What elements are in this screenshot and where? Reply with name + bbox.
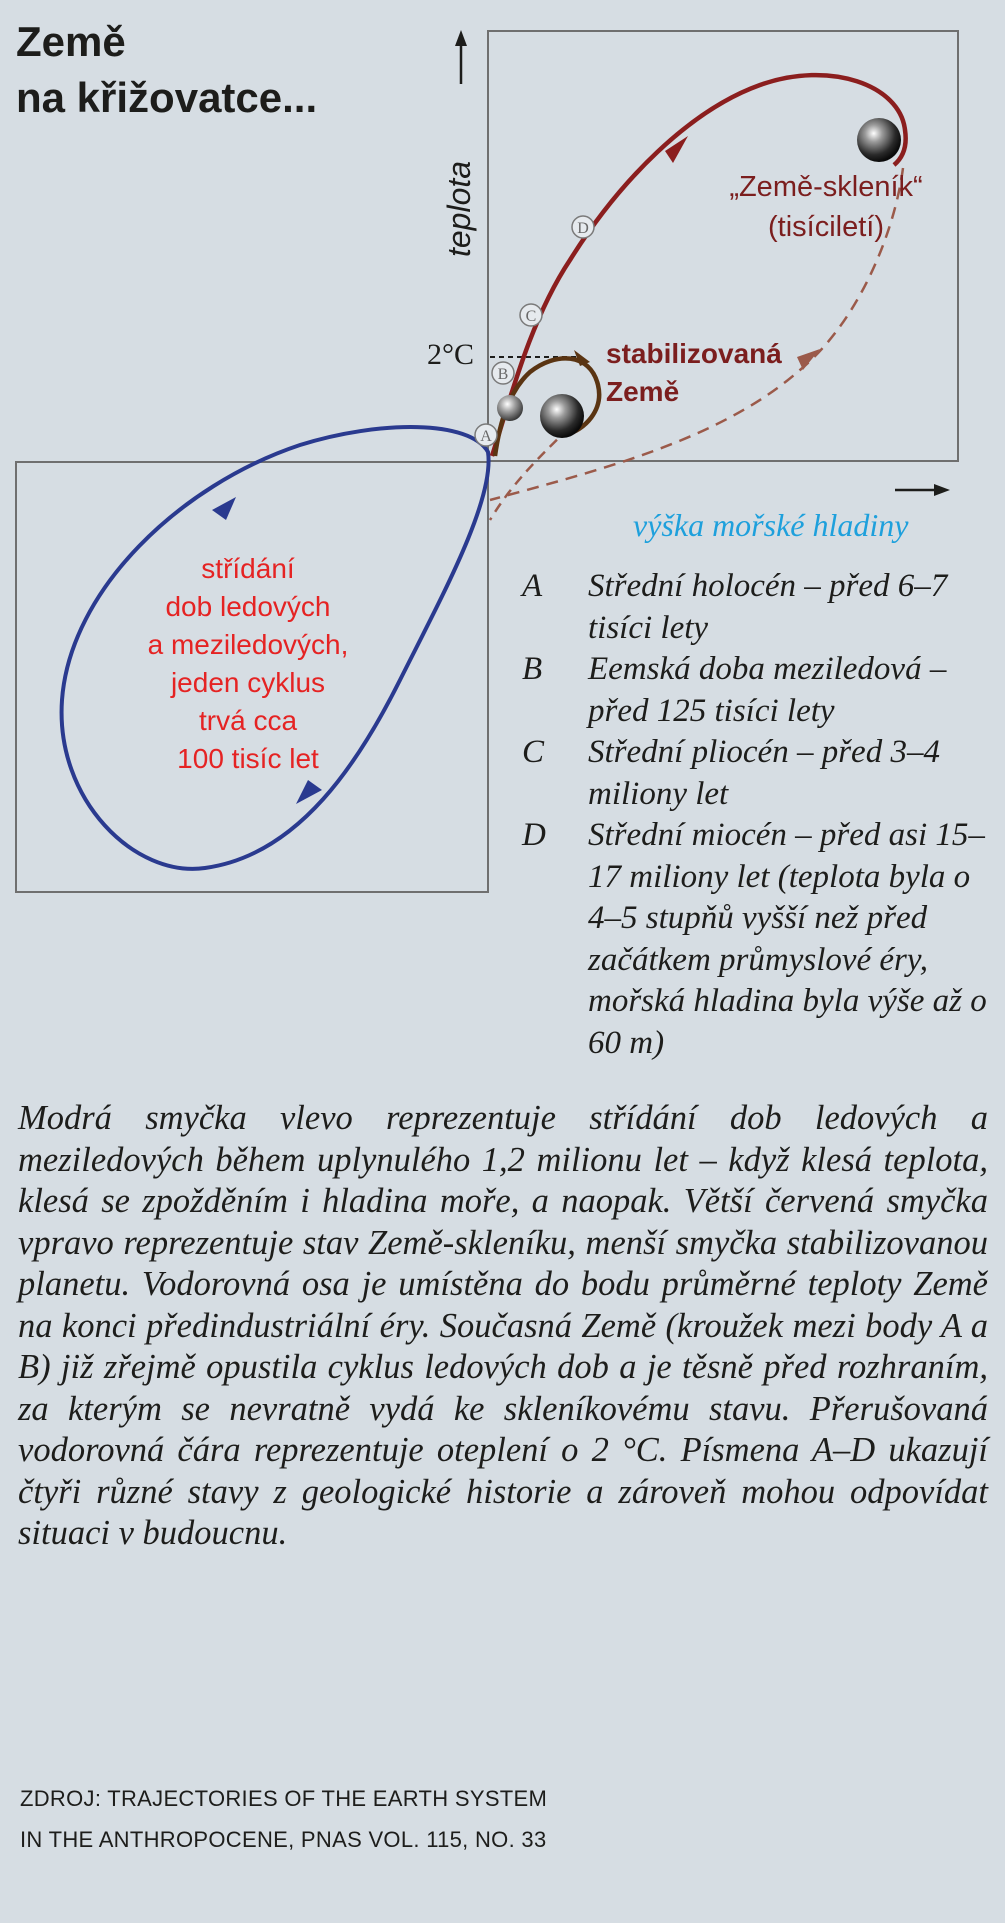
svg-text:A: A: [480, 428, 492, 445]
source-note: [20, 1778, 547, 1860]
hothouse-earth-marker: [857, 118, 901, 162]
stabilized-earth-marker: [540, 394, 584, 438]
legend-key: B: [522, 651, 543, 687]
svg-text:D: D: [577, 220, 589, 237]
legend-item-a: [522, 566, 997, 649]
glacial-loop-arrow-up: [212, 497, 236, 520]
title-line-1: Země: [16, 18, 126, 65]
glacial-label-line: a meziledových,: [147, 629, 349, 660]
x-axis-label: výška mořské hladiny: [633, 507, 909, 543]
y-axis-label: teplota: [441, 160, 477, 257]
svg-text:B: B: [497, 366, 509, 383]
glacial-label-line: jeden cyklus: [170, 667, 326, 698]
legend-text: Střední holocén – před 6–7 tisíci lety: [588, 568, 948, 646]
present-earth-marker: [497, 395, 523, 421]
stabilized-label-line-1: stabilizovaná: [606, 338, 782, 369]
stabilized-label: [606, 338, 782, 407]
threshold-label: 2°C: [427, 338, 475, 371]
glacial-label: [148, 553, 349, 774]
glacial-label-line: 100 tisíc let: [177, 743, 319, 774]
source-line-2: IN THE ANTHROPOCENE, PNAS VOL. 115, NO. 33: [20, 1827, 547, 1852]
stabilized-label-line-2: Země: [606, 376, 680, 407]
point-marker-c: [520, 304, 542, 326]
legend-key: C: [522, 734, 545, 770]
legend-item-b: [522, 649, 997, 732]
point-marker-a: [475, 424, 497, 446]
title-line-2: na křižovatce...: [16, 74, 318, 121]
glacial-label-line: trvá cca: [198, 705, 298, 736]
point-marker-b: [492, 362, 514, 384]
legend-item-d: [522, 815, 997, 1064]
glacial-label-line: dob ledových: [165, 591, 331, 622]
legend-text: Střední miocén – před asi 15–17 miliony let (teplota byla o 4–5 stupňů vyšší než před začátkem průmyslové éry, mořská hladina byla výše až o 60 m): [588, 817, 987, 1061]
y-axis-arrow: [455, 30, 467, 84]
legend: [522, 566, 997, 1064]
glacial-label-line: střídání: [201, 553, 295, 584]
hothouse-label-line-2: (tisíciletí): [768, 211, 884, 243]
glacial-loop-arrow-down: [296, 780, 322, 804]
figure-caption: Modrá smyčka vlevo reprezentuje střídání dob ledových a meziledových během uplynulého 1,2 milionu let – když klesá teplota, klesá se zpožděním i hladina moře, a naopak. Větší červená smyčka vpravo reprezentuje stav Země-skleníku, menší smyčka stabilizovanou planetu. Vodorovná osa je umístěna do bodu průměrné teploty Země na konci předindustriální éry. Současná Země (kroužek mezi body A a B) již zřejmě opustila cyklus ledových dob a je těsně před rozhraním, za kterým se nevratně vydá ke skleníkovému stavu. Přerušovaná vodorovná čára reprezentuje oteplení o 2 °C. Písmena A–D ukazují čtyři různé stavy z geologické historie a zároveň mohou odpovídat situaci v budoucnu.: [18, 1099, 988, 1552]
legend-item-c: [522, 732, 997, 815]
legend-text: Střední pliocén – před 3–4 miliony let: [588, 734, 940, 812]
legend-key: D: [522, 817, 546, 853]
svg-text:C: C: [525, 308, 537, 325]
dashed-return-arrow: [797, 349, 820, 370]
point-marker-d: [572, 216, 594, 238]
source-line-1: ZDROJ: TRAJECTORIES OF THE EARTH SYSTEM: [20, 1786, 548, 1811]
legend-text: Eemská doba meziledová – před 125 tisíci lety: [588, 651, 947, 729]
x-axis-arrow: [895, 484, 950, 496]
legend-key: A: [522, 568, 543, 604]
hothouse-label: [729, 171, 922, 243]
hothouse-label-line-1: „Země-skleník“: [729, 171, 923, 203]
